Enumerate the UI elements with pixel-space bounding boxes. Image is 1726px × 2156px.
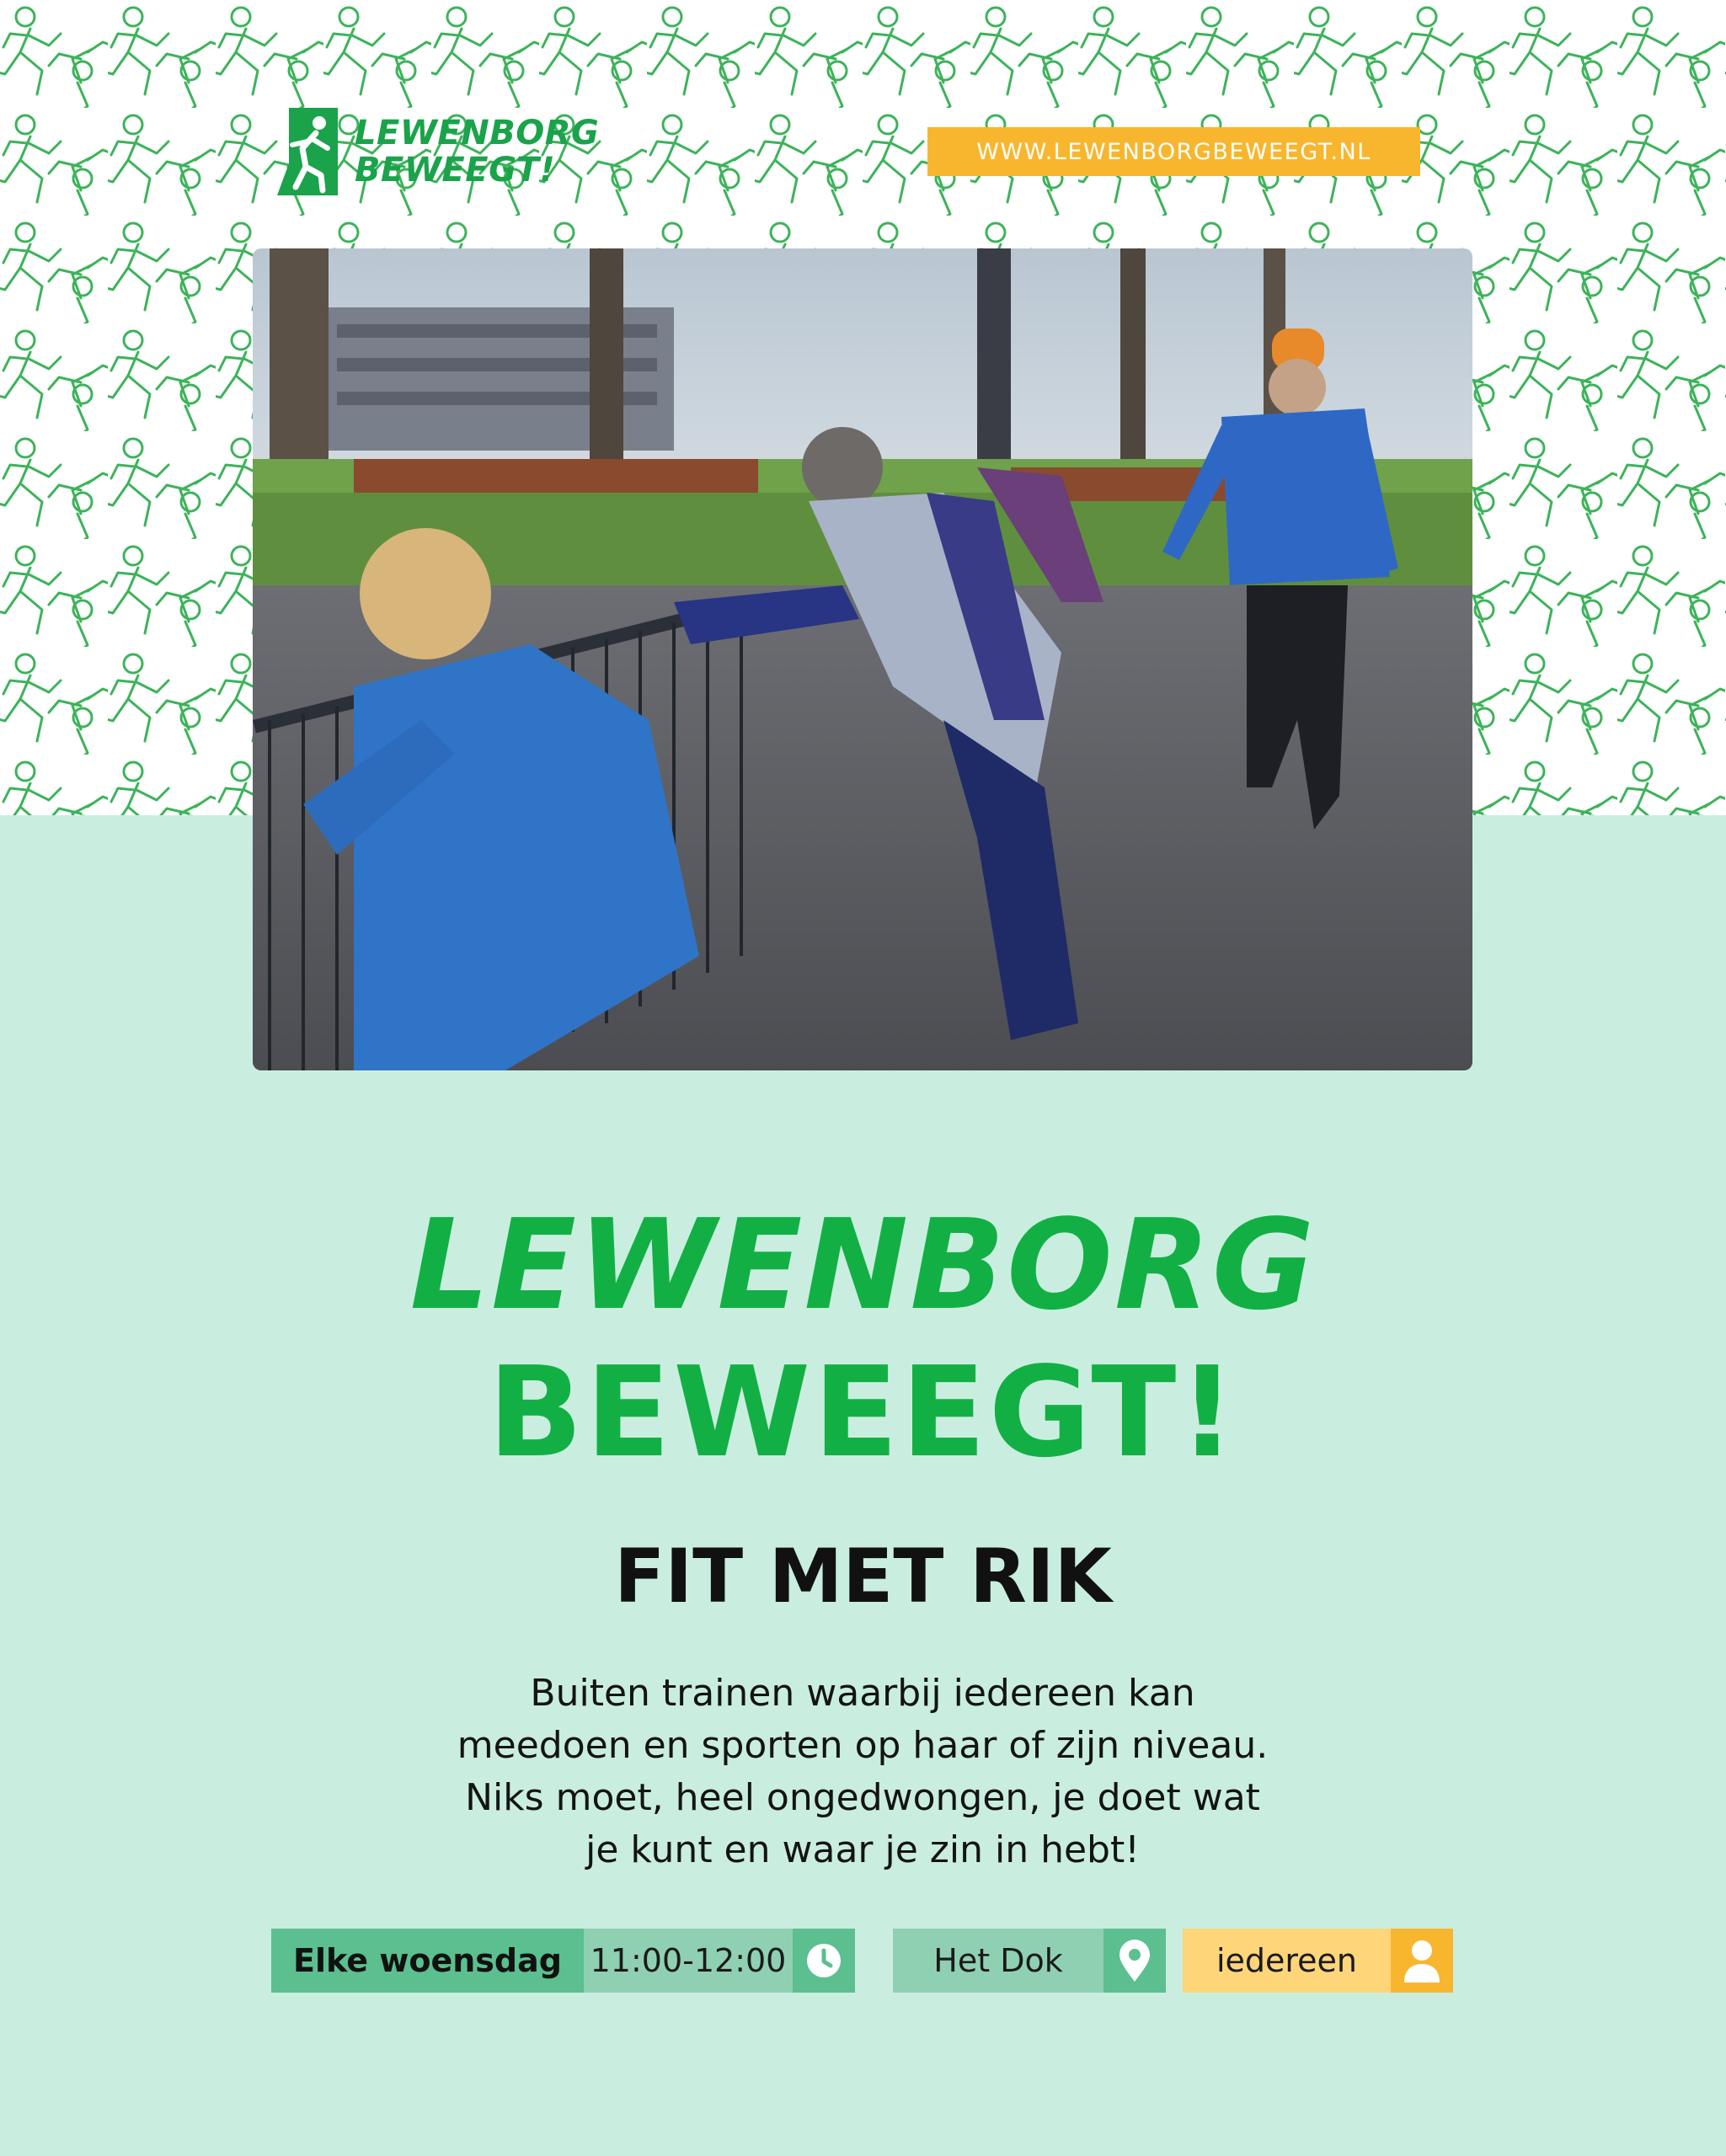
logo-line-2: BEWEEGT! (355, 151, 556, 189)
group-training-photo (253, 248, 1472, 1070)
lewenborg-beweegt-logo[interactable] (274, 104, 611, 202)
audience-badge (1183, 1929, 1453, 1993)
title-line-2: BEWEEGT! (488, 1340, 1238, 1485)
person-icon (1391, 1929, 1453, 1993)
location-label: Het Dok (893, 1929, 1103, 1993)
clock-icon (793, 1929, 855, 1993)
map-pin-icon (1103, 1929, 1166, 1993)
audience-label: iedereen (1183, 1929, 1391, 1993)
website-link[interactable]: WWW.LEWENBORGBEWEEGT.NL (927, 127, 1420, 176)
description (399, 1668, 1326, 1876)
description-line: Niks moet, heel ongedwongen, je doet wat (465, 1776, 1260, 1819)
description-line: je kunt en waar je zin in hebt! (585, 1828, 1140, 1871)
day-label: Elke woensdag (271, 1929, 584, 1993)
description-line: meedoen en sporten op haar of zijn niveau. (457, 1724, 1269, 1767)
title-line-1: LEWENBORG (409, 1193, 1317, 1337)
time-label: 11:00-12:00 (584, 1929, 793, 1993)
running-exit-icon (274, 104, 341, 199)
description-line: Buiten trainen waarbij iedereen kan (530, 1672, 1195, 1715)
logo-line-1: LEWENBORG (355, 114, 600, 152)
location-badge (893, 1929, 1166, 1993)
schedule-badge (271, 1929, 855, 1993)
subtitle: FIT MET RIK (614, 1533, 1112, 1620)
